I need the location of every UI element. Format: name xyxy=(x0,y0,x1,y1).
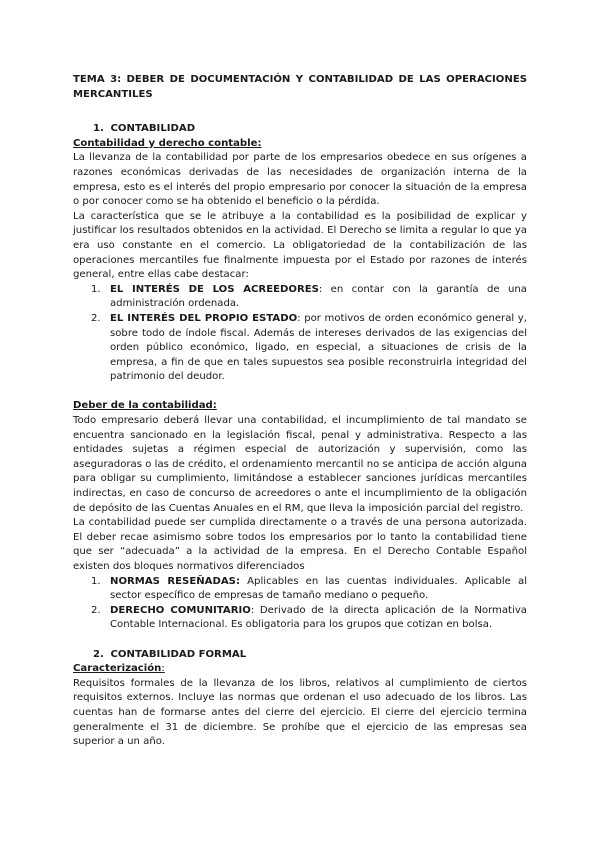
list-marker: 1. xyxy=(91,283,101,295)
subheading-colon: : xyxy=(212,400,217,412)
spacer xyxy=(73,385,527,400)
numbered-list xyxy=(73,575,527,633)
list-item xyxy=(73,575,527,604)
list-marker: 1. xyxy=(91,575,101,587)
numbered-list xyxy=(73,283,527,385)
list-marker: 2. xyxy=(91,312,101,324)
paragraph: La contabilidad puede ser cumplida directamente o a través de una persona autorizada. El deber recae asimismo sobre todos los empresarios por lo tanto la contabilidad tiene que ser “adecuada” a la actividad de la empresa. En el Derecho Contable Español existen dos bloques normativos diferenciados xyxy=(73,517,527,572)
section-heading-label: CONTABILIDAD xyxy=(110,123,196,135)
list-item-text: Aplicables en las cuentas individuales. Aplicable al sector específico de empresas de tamaño mediano o pequeño. xyxy=(110,575,527,602)
subheading-colon: : xyxy=(161,663,165,675)
section-heading-label: CONTABILIDAD FORMAL xyxy=(110,648,247,660)
subheading-label: Caracterización xyxy=(73,663,162,675)
subheading-deber-contabilidad xyxy=(73,399,527,414)
subheading-caracterizacion xyxy=(73,662,527,677)
list-item xyxy=(73,283,527,312)
subheading-label: Deber de la contabilidad xyxy=(73,400,213,412)
section-number: 1. xyxy=(93,123,104,135)
section-heading-contabilidad-formal xyxy=(93,648,527,663)
subheading-colon: : xyxy=(257,137,262,149)
list-item-bold: EL INTERÉS DE LOS ACREEDORES xyxy=(110,283,319,295)
list-item xyxy=(73,604,527,633)
section-heading-contabilidad xyxy=(93,122,527,137)
list-item-text: : Derivado de la directa aplicación de la Normativa Contable Internacional. Es obligatoria para los grupos que cotizan en bolsa. xyxy=(110,604,527,631)
list-item-bold: DERECHO COMUNITARIO xyxy=(110,604,251,616)
list-item-bold: EL INTERÉS DEL PROPIO ESTADO xyxy=(110,312,298,324)
list-item-bold: NORMAS RESEÑADAS: xyxy=(110,575,240,587)
paragraph: La llevanza de la contabilidad por parte de los empresarios obedece en sus orígenes a razones económicas derivadas de las necesidades de organización interna de la empresa, esto es el interés del propio empresario por conocer la situación de la empresa o por conocer como se ha obtenido el beneficio o la pérdida. xyxy=(73,152,527,208)
spacer xyxy=(73,633,527,648)
document-title: TEMA 3: DEBER DE DOCUMENTACIÓN Y CONTABILIDAD DE LAS OPERACIONES MERCANTILES xyxy=(73,74,527,100)
subheading-label: Contabilidad y derecho contable xyxy=(73,137,258,149)
paragraph: Requisitos formales de la llevanza de los libros, relativos al cumplimiento de ciertos requisitos externos. Incluye las normas que ordenan el uso adecuado de los libros. Las cuentas han de formarse antes del cierre del ejercicio. El cierre del ejercicio termina generalmente el 31 de diciembre. Se prohíbe que el ejercicio de las empresas sea superior a un año. xyxy=(73,677,527,748)
subheading-contabilidad-derecho xyxy=(73,137,527,152)
paragraph: La característica que se le atribuye a la contabilidad es la posibilidad de explicar y justificar los resultados obtenidos en la actividad. El Derecho se limita a regular lo que ya era uso constante en el comercio. La obligatoriedad de la contabilización de las operaciones mercantiles fue finalmente impuesta por el Estado por razones de interés general, entre ellas cabe destacar: xyxy=(73,210,527,281)
list-item-text: : por motivos de orden económico general y, sobre todo de índole fiscal. Además de intereses derivados de las exigencias del orden público económico, ligado, en especial, a situaciones de crisis de la empresa, a fin de que en tales supuestos sea posible reconstruirla integridad del patrimonio del deudor. xyxy=(110,312,527,383)
section-number: 2. xyxy=(93,648,104,660)
list-item xyxy=(73,312,527,385)
list-item-text: : en contar con la garantía de una administración ordenada. xyxy=(110,283,527,310)
list-marker: 2. xyxy=(91,604,101,616)
paragraph: Todo empresario deberá llevar una contabilidad, el incumplimiento de tal mandato se encuentra sancionado en la legislación fiscal, penal y administrativa. Respecto a las entidades sujetas a régimen especial de autorización y supervisión, como las aseguradoras o las de crédito, el ordenamiento mercantil no se anticipa de acción alguna para obligar su cumplimiento, limitándose a establecer sanciones jurídicas mercantiles indirectas, en caso de concurso de acreedores o ante el incumplimiento de la obligación de depósito de las Cuentas Anuales en el RM, que lleva la imposición parcial del registro. xyxy=(73,415,527,514)
document-body xyxy=(73,73,527,750)
